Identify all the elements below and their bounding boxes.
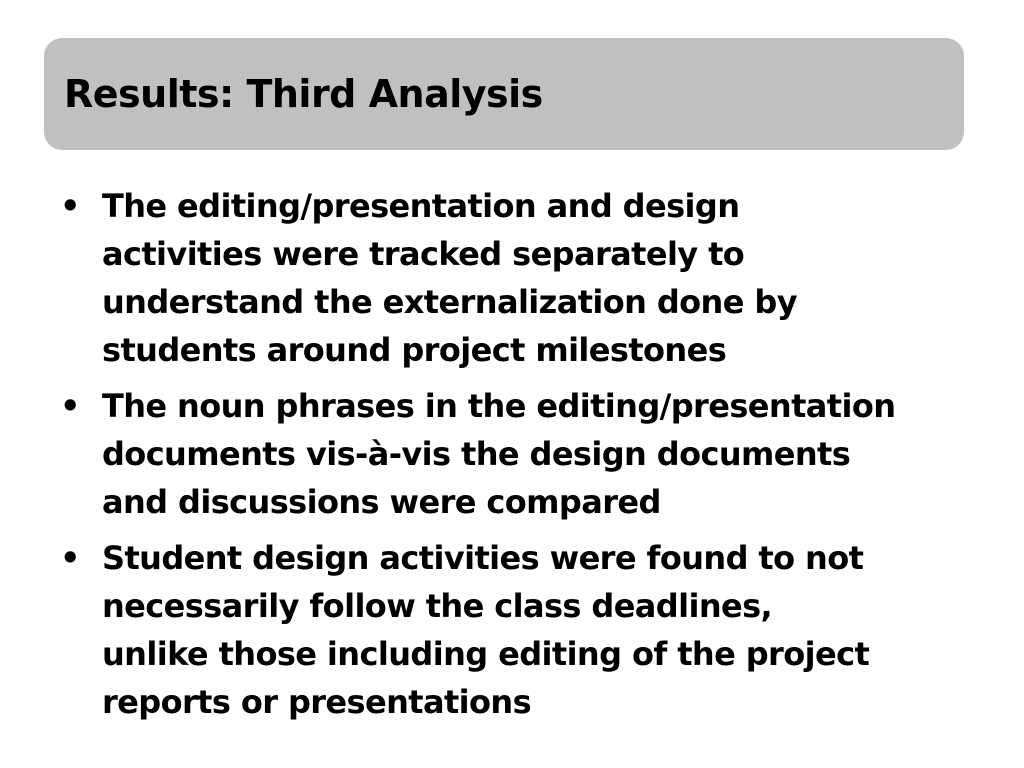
bullet-line: unlike those including editing of the project	[102, 635, 870, 673]
bullet-line: students around project milestones	[102, 331, 727, 369]
bullet-item	[60, 182, 980, 374]
bullet-line: The noun phrases in the editing/presentation	[102, 387, 896, 425]
bullet-line: The editing/presentation and design	[102, 187, 740, 225]
bullet-line: reports or presentations	[102, 683, 532, 721]
bullet-list	[60, 182, 980, 734]
bullet-text	[102, 382, 980, 526]
bullet-icon: •	[60, 539, 80, 577]
bullet-item	[60, 382, 980, 526]
bullet-text	[102, 534, 980, 726]
bullet-icon: •	[60, 187, 80, 225]
bullet-line: and discussions were compared	[102, 483, 661, 521]
bullet-line: documents vis-à-vis the design documents	[102, 435, 851, 473]
bullet-item	[60, 534, 980, 726]
slide-title: Results: Third Analysis	[64, 72, 543, 116]
bullet-icon: •	[60, 387, 80, 425]
bullet-line: necessarily follow the class deadlines,	[102, 587, 773, 625]
title-bar	[44, 38, 964, 150]
bullet-line: activities were tracked separately to	[102, 235, 745, 273]
bullet-text	[102, 182, 980, 374]
bullet-line: Student design activities were found to not	[102, 539, 864, 577]
bullet-line: understand the externalization done by	[102, 283, 797, 321]
